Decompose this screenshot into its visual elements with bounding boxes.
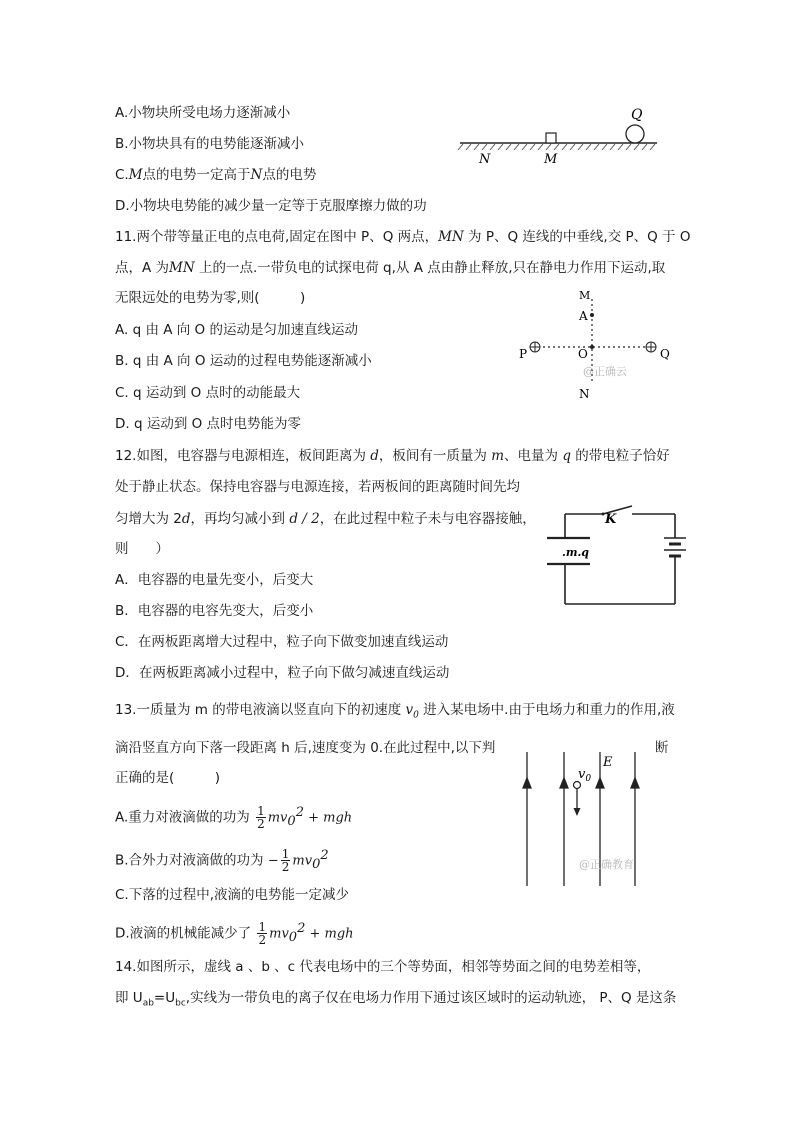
- q13-option-b-pre: B.合外力对液滴做的功为: [115, 852, 268, 869]
- q12-line3-d: d: [181, 511, 191, 527]
- q10-option-c-n: N: [250, 167, 263, 183]
- q13-a-mgh: + mgh: [303, 810, 353, 826]
- q13-v0-sub: 0: [413, 710, 419, 721]
- q10-option-c-suffix: 点的电势: [262, 167, 317, 183]
- q13-option-a: A.重力对液滴做的功为 $\frac{1}{2}$ $mv_0^2$ + mgh: [115, 804, 353, 831]
- q10-option-c-m: M: [128, 167, 143, 183]
- watermark: @正确教育: [579, 858, 634, 871]
- q12-stem-line2: 处于静止状态。保持电容器与电源连接，若两板间的距离随时间先均: [115, 479, 520, 495]
- q11-stem-line1: [115, 228, 690, 246]
- q12-line1-mid: ，板间有一质量为: [378, 448, 492, 464]
- q13-stem-line2-tail: 断: [655, 740, 669, 756]
- q13-option-d: D.液滴的机械能减少了 $\frac{1}{2}$ $mv_0^2$ + mgh: [115, 920, 354, 947]
- label-q: Q: [660, 347, 670, 361]
- watermark: @正确云: [583, 365, 627, 378]
- q11-option-b: B. q 由 A 向 O 运动的过程电势能逐渐减小: [115, 353, 372, 369]
- q12-line3-pre: 匀增大为 2: [115, 511, 182, 527]
- q13-option-a-pre: A.重力对液滴做的功为: [115, 809, 255, 826]
- label-n: N: [579, 387, 590, 401]
- q12-line1-pre: 12.如图，电容器与电源相连，板间距离为: [115, 448, 371, 464]
- q13-d-mv: mv: [269, 926, 289, 942]
- q13-option-c: C.下落的过程中,液滴的电势能一定减少: [115, 887, 350, 903]
- label-n: N: [479, 152, 491, 167]
- q13-line1-pre: 13.一质量为 m 的带电液滴以竖直向下的初速度: [115, 702, 406, 718]
- label-o: O: [578, 347, 588, 361]
- label-e: E: [603, 755, 613, 770]
- label-v0: $v_0$: [578, 767, 592, 784]
- q10-figure: [455, 105, 665, 170]
- q14-line2-pre: 即 U: [115, 990, 143, 1006]
- fraction-half: $\frac{1}{2}$: [257, 804, 265, 831]
- q13-v0: v: [405, 702, 414, 718]
- q12-m: m: [491, 448, 505, 464]
- q11-mn-2: MN: [169, 260, 195, 276]
- q12-q: q: [562, 448, 571, 464]
- fraction-half: $\frac{1}{2}$: [281, 847, 290, 874]
- q13-b-mv: mv: [292, 853, 313, 869]
- q11-stem-line3: 无限远处的电势为零,则( ): [115, 290, 306, 306]
- label-q: Q: [631, 107, 643, 123]
- q12-option-a: A．电容器的电量先变小，后变大: [115, 572, 314, 588]
- q11-figure: [510, 285, 680, 405]
- charge-p: [530, 342, 540, 352]
- q14-stem-line2: [115, 989, 676, 1013]
- q12-line1-mid2: 、电量为: [504, 448, 563, 464]
- q13-figure: [515, 752, 655, 892]
- block-m: [546, 133, 556, 143]
- label-a: A: [579, 309, 588, 323]
- q11-option-a: A. q 由 A 向 O 的运动是匀加速直线运动: [115, 322, 358, 338]
- q10-option-c-prefix: C.: [115, 167, 129, 183]
- q13-line1-post: 进入某电场中.由于电场力和重力的作用,液: [418, 702, 675, 718]
- q13-stem-line1: [115, 701, 675, 725]
- label-p: P: [519, 347, 528, 361]
- q12-figure: [540, 500, 690, 610]
- q11-stem-part3: 点，A 为: [115, 260, 170, 276]
- q11-stem-part4: 上的一点.一带负电的试探电荷 q,从 A 点由静止释放,只在静电力作用下运动,取: [194, 260, 666, 276]
- q12-d: d: [370, 448, 379, 464]
- q13-stem-line3: 正确的是( ): [115, 770, 221, 786]
- q12-line3-frac: d / 2: [289, 511, 320, 527]
- label-mq: .m.q: [562, 546, 589, 559]
- label-k: K: [605, 512, 617, 527]
- q13-d-mgh: + mgh: [305, 926, 354, 942]
- q14-line2-mid: =U: [153, 990, 176, 1006]
- q11-stem-part2: 为 P、Q 连线的中垂线,交 P、Q 于 O: [463, 229, 691, 245]
- q12-option-b: B．电容器的电容先变大，后变小: [115, 603, 314, 619]
- q12-line1-post: 的带电粒子恰好: [570, 448, 670, 464]
- q12-stem-line4: 则 ）: [115, 541, 169, 557]
- q14-sub-ab: ab: [142, 998, 154, 1009]
- q12-option-c: C．在两板距离增大过程中，粒子向下做变加速直线运动: [115, 634, 449, 650]
- droplet: [574, 782, 581, 789]
- q10-option-c: [115, 166, 316, 184]
- charge-q: [646, 342, 656, 352]
- q12-line3-post: ，在此过程中粒子未与电容器接触，: [319, 511, 536, 527]
- q13-option-b: B.合外力对液滴做的功为 − $\frac{1}{2}$ $mv_0^2$: [115, 847, 329, 874]
- q10-option-c-mid: 点的电势一定高于: [142, 167, 251, 183]
- q13-a-mv: mv: [267, 810, 288, 826]
- battery: [664, 538, 686, 556]
- q12-option-d: D．在两板距离减小过程中，粒子向下做匀减速直线运动: [115, 665, 450, 681]
- q10-option-d: D.小物块电势能的减少量一定等于克服摩擦力做的功: [115, 198, 427, 214]
- q11-option-d: D. q 运动到 O 点时电势能为零: [115, 416, 302, 432]
- charge-q: [626, 125, 644, 143]
- q10-option-b: B.小物块具有的电势能逐渐减小: [115, 136, 305, 152]
- label-m: M: [579, 289, 591, 302]
- q11-option-c: C. q 运动到 O 点时的动能最大: [115, 385, 301, 401]
- q13-stem-line2: 滴沿竖直方向下落一段距离 h 后,速度变为 0.在此过程中,以下判: [115, 740, 496, 756]
- q13-option-d-pre: D.液滴的机械能减少了: [115, 925, 256, 942]
- q12-stem-line3: [115, 510, 536, 528]
- q11-stem-part1: 11.两个带等量正电的点电荷,固定在图中 P、Q 两点，: [115, 229, 439, 245]
- q11-mn-1: MN: [438, 229, 464, 245]
- q12-line3-mid: ，再均匀减小到: [190, 511, 290, 527]
- q13-b-minus: −: [267, 853, 279, 869]
- q12-stem-line1: [115, 447, 670, 465]
- label-m: M: [544, 152, 558, 167]
- q11-stem-line2: [115, 259, 665, 277]
- q14-stem-line1: 14.如图所示，虚线 a 、b 、c 代表电场中的三个等势面，相邻等势面之间的电势差相等，: [115, 959, 651, 975]
- fraction-half: $\frac{1}{2}$: [258, 920, 267, 947]
- q14-sub-bc: bc: [175, 998, 186, 1009]
- q10-option-a: A.小物块所受电场力逐渐减小: [115, 105, 291, 121]
- q14-line2-post: ,实线为一带负电的离子仅在电场力作用下通过该区域时的运动轨迹， P、Q 是这条: [185, 990, 677, 1006]
